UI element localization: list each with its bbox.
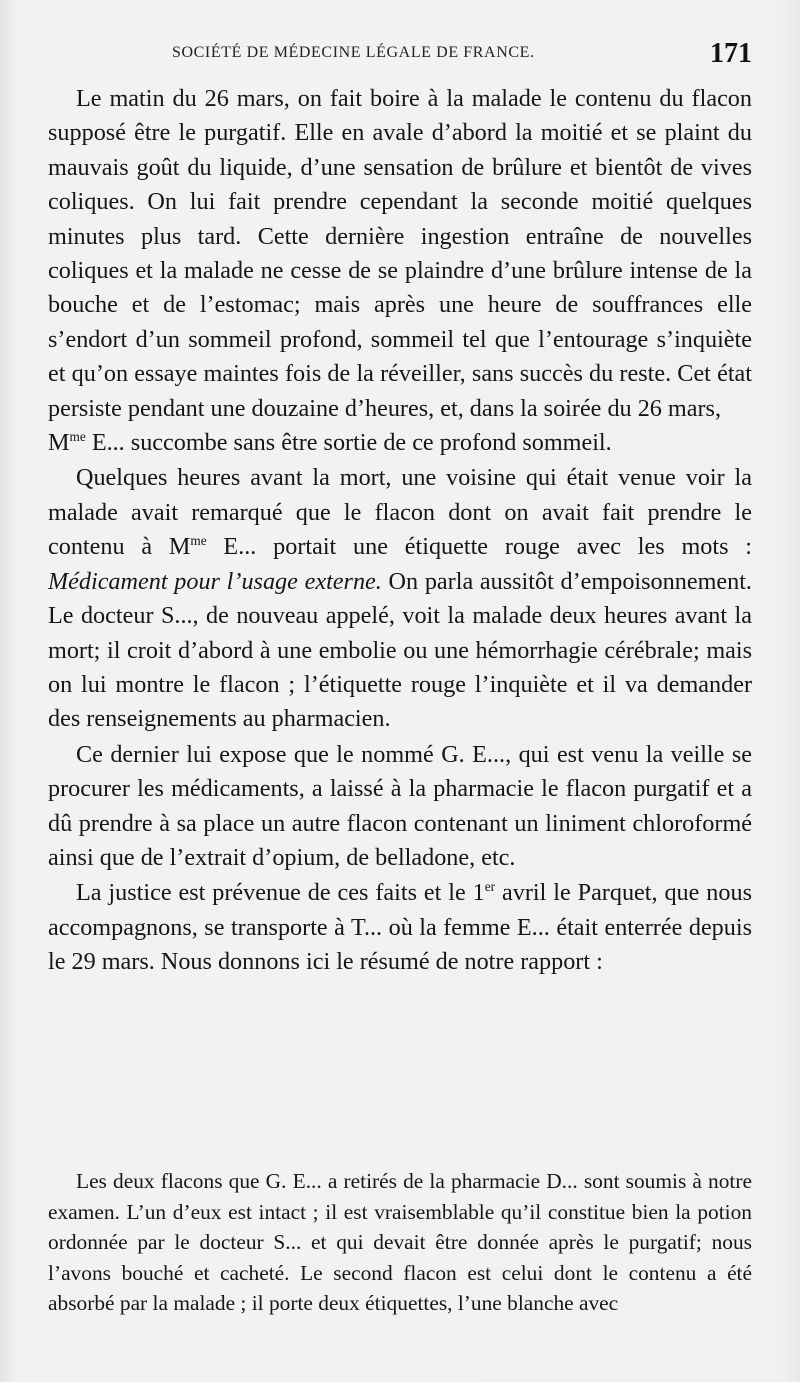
page-number: 171 (710, 38, 752, 69)
paragraph-4-text-a: La justice est prévenue de ces faits et le 1 (76, 879, 485, 907)
paragraph-2-text-c: On parla aussitôt d’empoisonnement. Le docteur S..., de nouveau appelé, voit la malade deux heures avant la mort; il croit d’abord à une embolie ou une hémorrhagie cérébrale; mais on lui montre le flacon ; l’étiquette rouge l’inquiète et il va demander des renseignements au pharmacien. (48, 567, 752, 733)
running-title: SOCIÉTÉ DE MÉDECINE LÉGALE DE FRANCE. (172, 44, 535, 61)
page-header (48, 38, 752, 78)
paragraph-3: Ce dernier lui expose que le nommé G. E..., qui est venu la veille se procurer les médicaments, a laissé à la pharmacie le flacon purgatif et a dû prendre à sa place un autre flacon contenant un liniment chloroformé ainsi que de l’extrait d’opium, de belladone, etc. (48, 740, 752, 871)
paragraph-2-italic-label: Médicament pour l’usage externe. (48, 567, 382, 595)
paragraph-4 (48, 876, 752, 979)
paragraph-1-end-text: E... succombe sans être sortie de ce profond sommeil. (85, 429, 612, 457)
paragraph-2 (48, 461, 752, 736)
main-text (48, 82, 752, 980)
paragraph-2-text-a: Quelques heures avant la mort, une voisine qui était venue voir la malade avait remarqué que le flacon dont on avait fait prendre le contenu à M (48, 464, 752, 561)
paragraph-1-text: Le matin du 26 mars, on fait boire à la malade le contenu du flacon supposé être le purgatif. Elle en avale d’abord la moitié et se plaint du mauvais goût du liquide, d’une sensation de brûlure et bientôt de vives coliques. On lui fait prendre cependant la seconde moitié quelques minutes plus tard. Cette dernière ingestion entraîne de nouvelles coliques et la malade ne cesse de se plaindre d’une brûlure intense de la bouche et de l’estomac; mais après une heure de souffrances elle s’endort d’un sommeil profond, sommeil tel que l’entourage s’inquiète et qu’on essaye maintes fois de la réveiller, sans succès du reste. Cet état persiste pendant une douzaine d’heures, et, dans la soirée du 26 mars, (48, 85, 752, 422)
paragraph-1 (48, 82, 752, 460)
paragraph-2-text-b: E... portait une étiquette rouge avec les mots : (206, 533, 752, 561)
paragraph-2-superscript: me (190, 533, 207, 549)
paragraph-1-end-prefix: M (48, 429, 70, 457)
paragraph-4-superscript: er (484, 879, 496, 895)
paragraph-1-end-superscript: me (69, 429, 86, 444)
report-paragraph-1: Les deux flacons que G. E... a retirés de la pharmacie D... sont soumis à notre examen. L’un d’eux est intact ; il est vraisemblable qu’il constitue bien la potion ordonnée par le docteur S... et qui devait être donnée après le purgatif; nous l’avons bouché et cacheté. Le second flacon est celui dont le contenu a été absorbé par la malade ; il porte deux étiquettes, l’une blanche avec (48, 1169, 752, 1315)
report-excerpt (48, 1166, 752, 1319)
paragraph-4-text-b: avril le Parquet, que nous accompagnons, se transporte à T... où la femme E... était enterrée depuis le 29 mars. Nous donnons ici le résumé de notre rapport : (48, 879, 752, 976)
